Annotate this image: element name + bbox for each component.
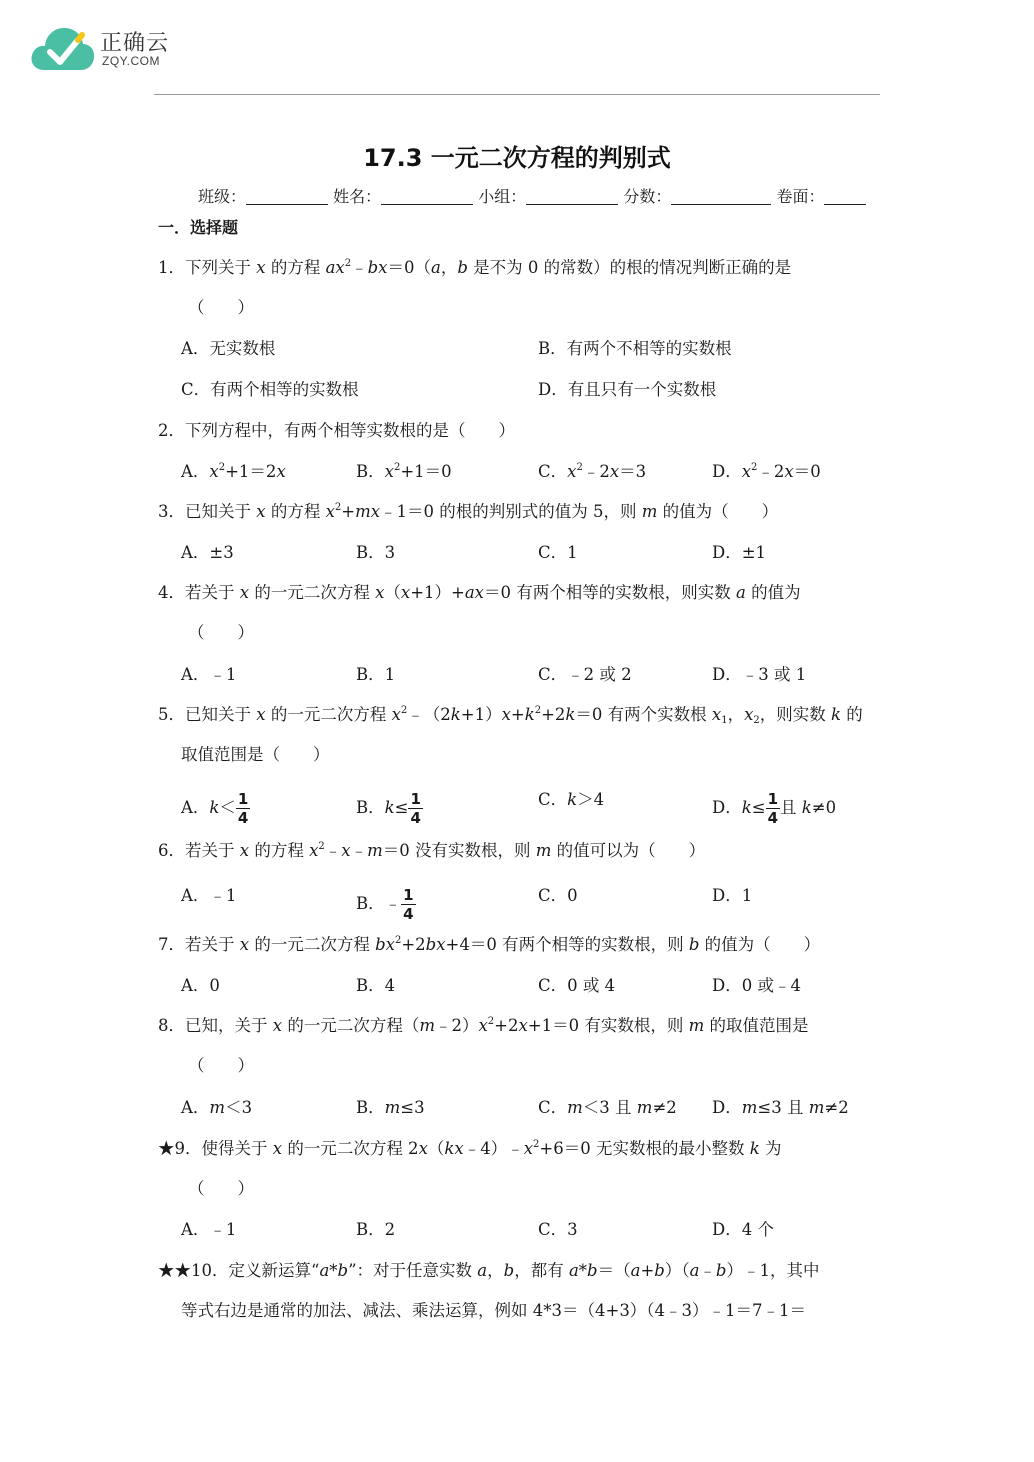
question-9-option-a[interactable]: A．﹣1 — [181, 1220, 237, 1239]
student-info-line — [198, 184, 866, 207]
question-7-stem: 7．若关于 x 的一元二次方程 $bx^2+2bx+4=0$ 有两个相等的实数根，则 b 的值为（ ） — [158, 935, 821, 954]
question-9-option-c[interactable]: C．3 — [538, 1220, 578, 1239]
question-8-option-b[interactable]: B．m≤3 — [356, 1098, 425, 1117]
question-5-stem-line2: 取值范围是（ ） — [181, 745, 330, 764]
question-6-option-c[interactable]: C．0 — [538, 886, 578, 905]
question-1-option-a[interactable]: A．无实数根 — [181, 339, 276, 358]
question-2-option-a[interactable]: A．$x^2+1=2x$ — [181, 462, 286, 481]
group-label: 小组： — [478, 187, 527, 206]
question-3-stem: 3．已知关于 x 的方程 $x^2+mx﹣1=0$ 的根的判别式的值为 5，则 m 的值为（ ） — [158, 502, 779, 521]
question-7-option-a[interactable]: A．0 — [181, 976, 220, 995]
question-5-option-a[interactable]: A．k＜ $\frac{1}{4}$ — [181, 790, 249, 827]
question-5-option-b[interactable]: B．k≤ $\frac{1}{4}$ — [356, 790, 421, 827]
fraction: $\frac{1}{4}$ — [410, 790, 421, 827]
question-9-paren: （ ） — [188, 1179, 254, 1198]
question-4-paren: （ ） — [188, 623, 254, 642]
question-7-option-d[interactable]: D．0 或﹣4 — [712, 976, 801, 995]
fraction: $\frac{1}{4}$ — [767, 790, 778, 827]
question-9-stem: ★9．使得关于 x 的一元二次方程 $2x(kx﹣4)﹣x^2+6=0$ 无实数根的最小整数 k 为 — [158, 1139, 782, 1158]
question-5-option-d[interactable]: D．k≤ $\frac{1}{4}$ 且 k≠0 — [712, 790, 837, 827]
question-7-option-c[interactable]: C．0 或 4 — [538, 976, 616, 995]
page-title: 17.3 一元二次方程的判别式 — [363, 144, 671, 172]
fraction: $\frac{1}{4}$ — [237, 790, 249, 827]
question-1-option-b[interactable]: B．有两个不相等的实数根 — [538, 339, 732, 358]
question-8-option-c[interactable]: C．m＜3 且 m≠2 — [538, 1098, 677, 1117]
question-7-option-b[interactable]: B．4 — [356, 976, 396, 995]
question-2-option-c[interactable]: C．$x^2﹣2x=3$ — [538, 462, 647, 481]
question-3-option-b[interactable]: B．3 — [356, 543, 396, 562]
zqy-logo — [30, 22, 190, 74]
question-9-option-b[interactable]: B．2 — [356, 1220, 396, 1239]
question-10-stem-line2: 等式右边是通常的加法、减法、乘法运算，例如 4*3＝（4+3）（4﹣3）﹣1＝7﹣1＝ — [181, 1301, 807, 1320]
question-3-option-c[interactable]: C．1 — [538, 543, 578, 562]
question-4-option-c[interactable]: C．﹣2 或 2 — [538, 665, 632, 684]
question-4-option-d[interactable]: D．﹣3 或 1 — [712, 665, 807, 684]
question-5-option-c[interactable]: C．k＞4 — [538, 790, 605, 809]
question-8-option-a[interactable]: A．m＜3 — [181, 1098, 253, 1117]
class-blank[interactable] — [246, 186, 328, 205]
fraction: $\frac{1}{4}$ — [403, 886, 414, 923]
section-heading: 一．选择题 — [158, 218, 239, 237]
question-6-stem: 6．若关于 x 的方程 $x^2﹣x﹣m=0$ 没有实数根，则 m 的值可以为（ ） — [158, 841, 706, 860]
question-2-stem: 2．下列方程中，有两个相等实数根的是（ ） — [158, 421, 515, 440]
question-6-option-b[interactable]: B．﹣ $\frac{1}{4}$ — [356, 886, 414, 923]
brand-name-cn: 正确云 — [100, 31, 170, 56]
question-6-option-a[interactable]: A．﹣1 — [181, 886, 237, 905]
question-1-stem: 1．下列关于 x 的方程 $ax^2﹣bx=0(a$，b 是不为 0 的常数）的根的情况判断正确的是 — [158, 258, 792, 277]
question-5-stem: 5．已知关于 x 的一元二次方程 $x^2﹣(2k+1)x+k^2+2k=0$ 有两个实数根 $x_1$，$x_2$，则实数 k 的 — [158, 705, 863, 726]
group-blank[interactable] — [526, 186, 618, 205]
question-2-option-d[interactable]: D．$x^2﹣2x=0$ — [712, 462, 821, 481]
question-3-option-d[interactable]: D．±1 — [712, 543, 767, 562]
class-label: 班级： — [198, 187, 247, 206]
question-1-paren: （ ） — [188, 298, 254, 317]
question-1-option-d[interactable]: D．有且只有一个实数根 — [538, 380, 717, 399]
score-label: 分数： — [623, 187, 672, 206]
question-4-option-b[interactable]: B．1 — [356, 665, 396, 684]
question-9-option-d[interactable]: D．4 个 — [712, 1220, 774, 1239]
cloud-check-icon — [30, 22, 96, 74]
brand-name-en: ZQY.COM — [102, 54, 160, 68]
question-4-stem: 4．若关于 x 的一元二次方程 x（x+1）+ax＝0 有两个相等的实数根，则实数 a 的值为 — [158, 583, 801, 602]
neatness-label: 卷面： — [776, 187, 825, 206]
question-2-option-b[interactable]: B．$x^2+1=0$ — [356, 462, 452, 481]
name-blank[interactable] — [381, 186, 473, 205]
score-blank[interactable] — [671, 186, 771, 205]
question-1-option-c[interactable]: C．有两个相等的实数根 — [181, 380, 359, 399]
question-6-option-d[interactable]: D．1 — [712, 886, 753, 905]
neatness-blank[interactable] — [824, 186, 866, 205]
name-label: 姓名： — [333, 187, 382, 206]
question-8-option-d[interactable]: D．m≤3 且 m≠2 — [712, 1098, 849, 1117]
question-8-stem: 8．已知，关于 x 的一元二次方程$(m﹣2)x^2+2x+1=0$ 有实数根，则 m 的取值范围是 — [158, 1016, 809, 1035]
header-divider — [154, 94, 880, 95]
question-3-option-a[interactable]: A．±3 — [181, 543, 234, 562]
question-10-stem: ★★10．定义新运算“a*b”：对于任意实数 a，b，都有 a*b＝（a+b）（a﹣b）﹣1，其中 — [158, 1261, 820, 1280]
question-8-paren: （ ） — [188, 1056, 254, 1075]
question-4-option-a[interactable]: A．﹣1 — [181, 665, 237, 684]
